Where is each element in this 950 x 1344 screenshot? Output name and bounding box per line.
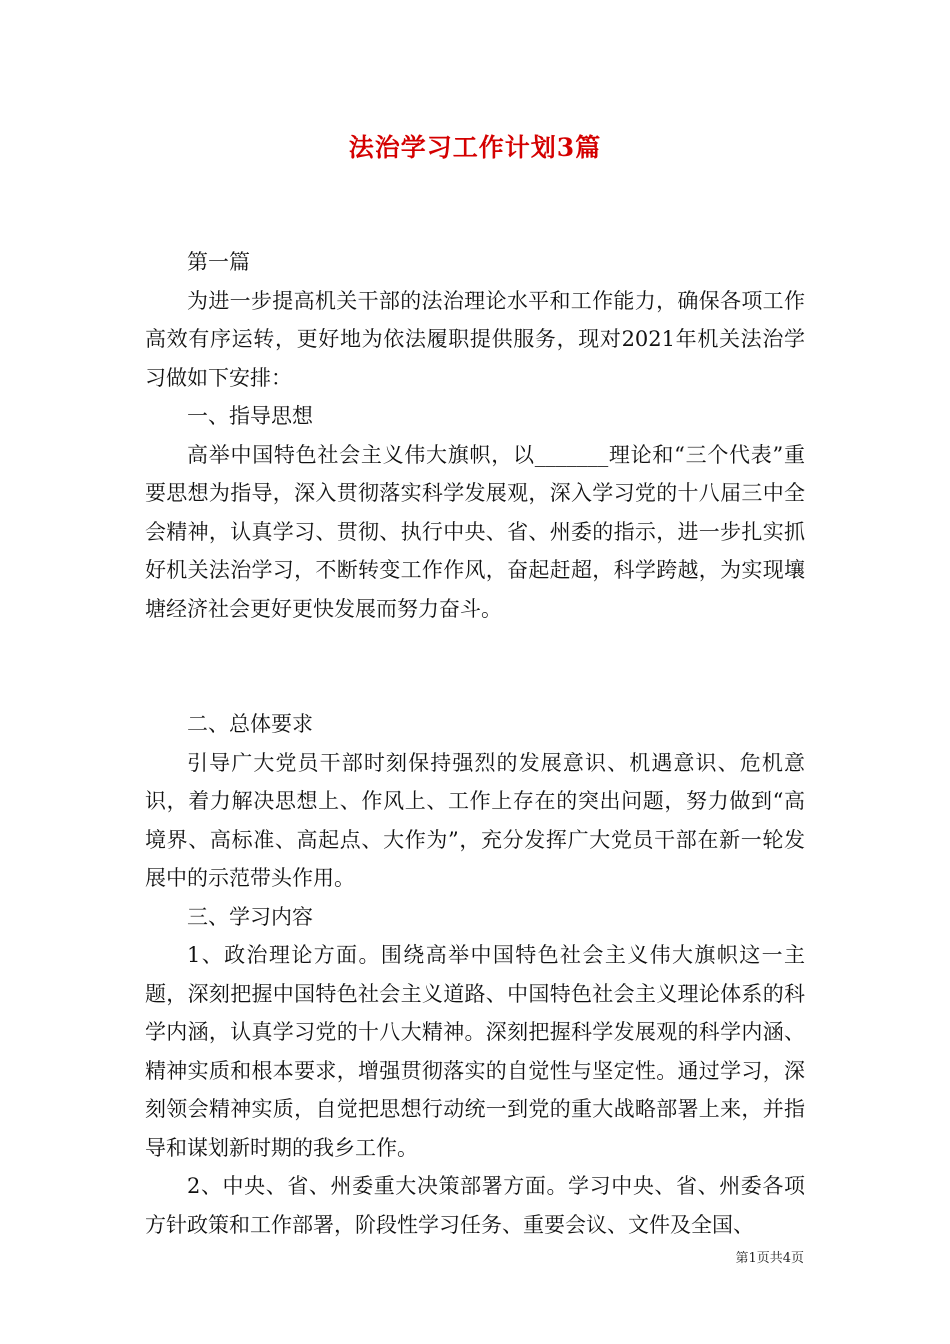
study-content-item-1: 1、政治理论方面。围绕高举中国特色社会主义伟大旗帜这一主题，深刻把握中国特色社会主义道路、中国特色社会主义理论体系的科学内涵，认真学习党的十八大精神。深刻把握科学发展观的科学内涵、精神实质和根本要求，增强贯彻落实的自觉性与坚定性。通过学习，深刻领会精神实质，自觉把思想行动统一到党的重大战略部署上来，并指导和谋划新时期的我乡工作。 bbox=[145, 943, 805, 1160]
page-number: 第1页共4页 bbox=[735, 1251, 804, 1266]
section-heading-part-one: 第一篇 bbox=[187, 250, 250, 274]
section-heading-general-requirements: 二、总体要求 bbox=[187, 712, 313, 736]
section-heading-guiding-thought: 一、指导思想 bbox=[187, 404, 313, 428]
study-content-item-2: 2、中央、省、州委重大决策部署方面。学习中央、省、州委各项方针政策和工作部署，阶段性学习任务、重要会议、文件及全国、 bbox=[145, 1174, 805, 1237]
section-heading-study-content: 三、学习内容 bbox=[187, 904, 313, 929]
document-body bbox=[145, 243, 805, 1244]
document-title: 法治学习工作计划3篇 bbox=[348, 133, 602, 162]
intro-paragraph: 为进一步提高机关干部的法治理论水平和工作能力，确保各项工作高效有序运转，更好地为依法履职提供服务，现对2021年机关法治学习做如下安排： bbox=[145, 288, 805, 390]
guiding-thought-paragraph: 高举中国特色社会主义伟大旗帜，以_______理论和“三个代表”重要思想为指导，深入贯彻落实科学发展观，深入学习党的十八届三中全会精神，认真学习、贯彻、执行中央、省、州委的指示，进一步扎实抓好机关法治学习，不断转变工作作风，奋起赶超，科学跨越，为实现壤塘经济社会更好更快发展而努力奋斗。 bbox=[145, 442, 805, 621]
general-requirements-paragraph: 引导广大党员干部时刻保持强烈的发展意识、机遇意识、危机意识，着力解决思想上、作风上、工作上存在的突出问题，努力做到“高境界、高标准、高起点、大作为”，充分发挥广大党员干部在新一轮发展中的示范带头作用。 bbox=[145, 750, 805, 890]
paragraph-spacer bbox=[145, 628, 805, 705]
